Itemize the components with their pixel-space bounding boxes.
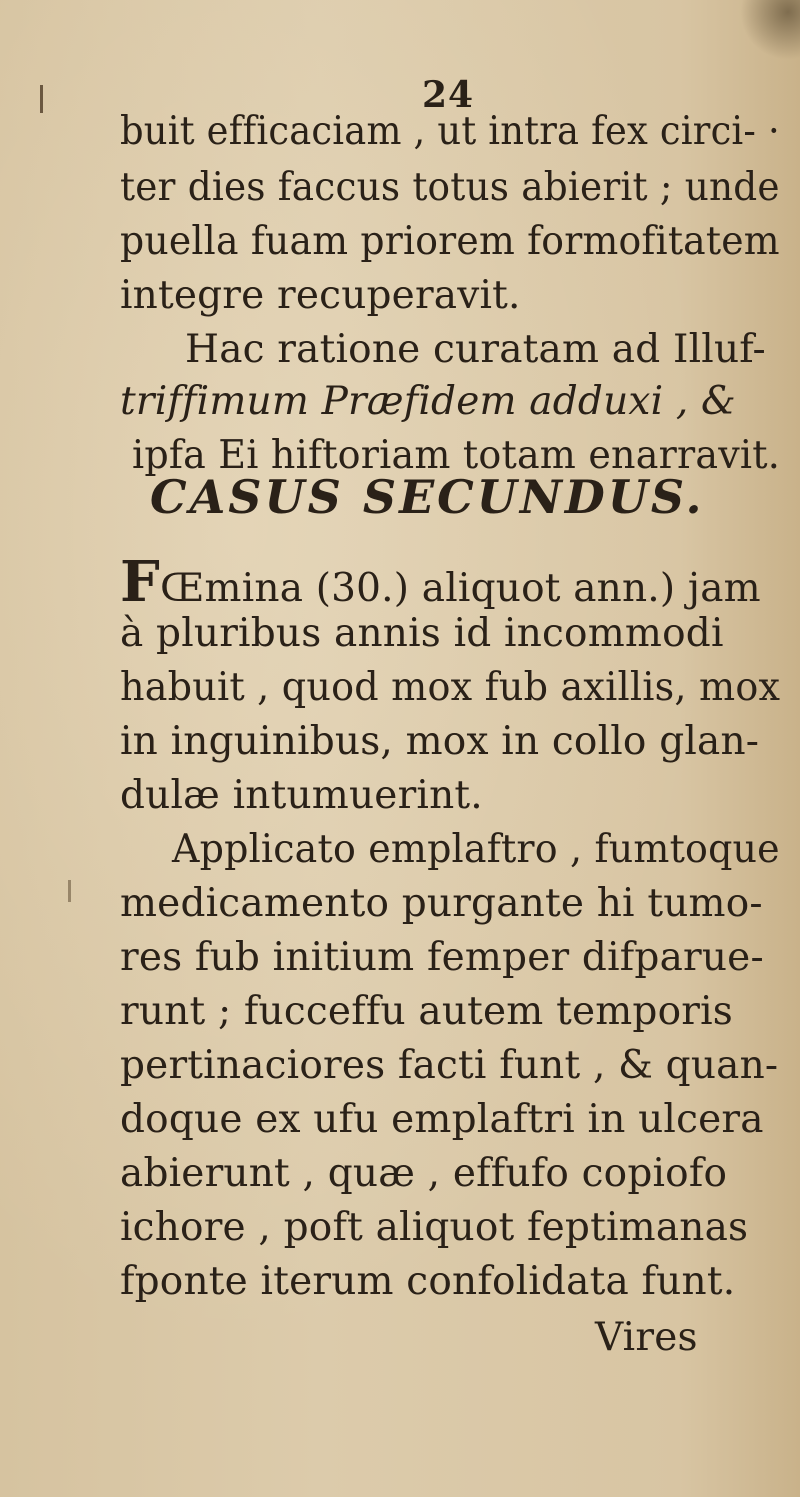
text-line: à pluribus annis id incommodi [120, 611, 724, 656]
text-line: abierunt , quæ , effufo copiofo [120, 1151, 728, 1196]
text-line: doque ex ufu emplaftri in ulcera [120, 1097, 764, 1142]
text-line: res fub initium femper difparue- [120, 935, 764, 980]
text-line: in inguinibus, mox in collo glan- [120, 719, 760, 764]
left-margin-mark-lower [68, 880, 71, 902]
text-line: medicamento purgante hi tumo- [120, 881, 763, 926]
first-line-text: Œmina (30.) aliquot ann.) jam [159, 566, 761, 611]
page-number: 24 [422, 74, 475, 116]
text-line: puella fuam priorem formofitatem [120, 219, 780, 264]
first-paragraph-line [120, 549, 761, 615]
text-line: runt ; fucceffu autem temporis [120, 989, 733, 1034]
text-line: ipfa Ei hiftoriam totam enarravit. [132, 433, 780, 478]
drop-cap: F [120, 549, 160, 615]
text-line: buit efficaciam , ut intra fex circi- · [120, 109, 780, 154]
text-line: fponte iterum confolidata funt. [120, 1259, 736, 1304]
text-line: ter dies faccus totus abierit ; unde [120, 165, 780, 210]
text-line: triffimum Præfidem adduxi , & [120, 379, 736, 424]
text-line: habuit , quod mox fub axillis, mox [120, 665, 781, 710]
text-line: Applicato emplaftro , fumtoque [172, 827, 780, 872]
text-line: pertinaciores facti funt , & quan- [120, 1043, 779, 1088]
text-line: dulæ intumuerint. [120, 773, 483, 818]
text-line: integre recuperavit. [120, 273, 521, 318]
section-heading: CASUS SECUNDUS. [150, 470, 705, 524]
corner-stain [740, 0, 800, 60]
text-line: Hac ratione curatam ad Illuf- [185, 327, 766, 372]
catchword: Vires [595, 1315, 698, 1360]
text-line: ichore , poft aliquot feptimanas [120, 1205, 749, 1250]
left-margin-mark [40, 85, 43, 113]
